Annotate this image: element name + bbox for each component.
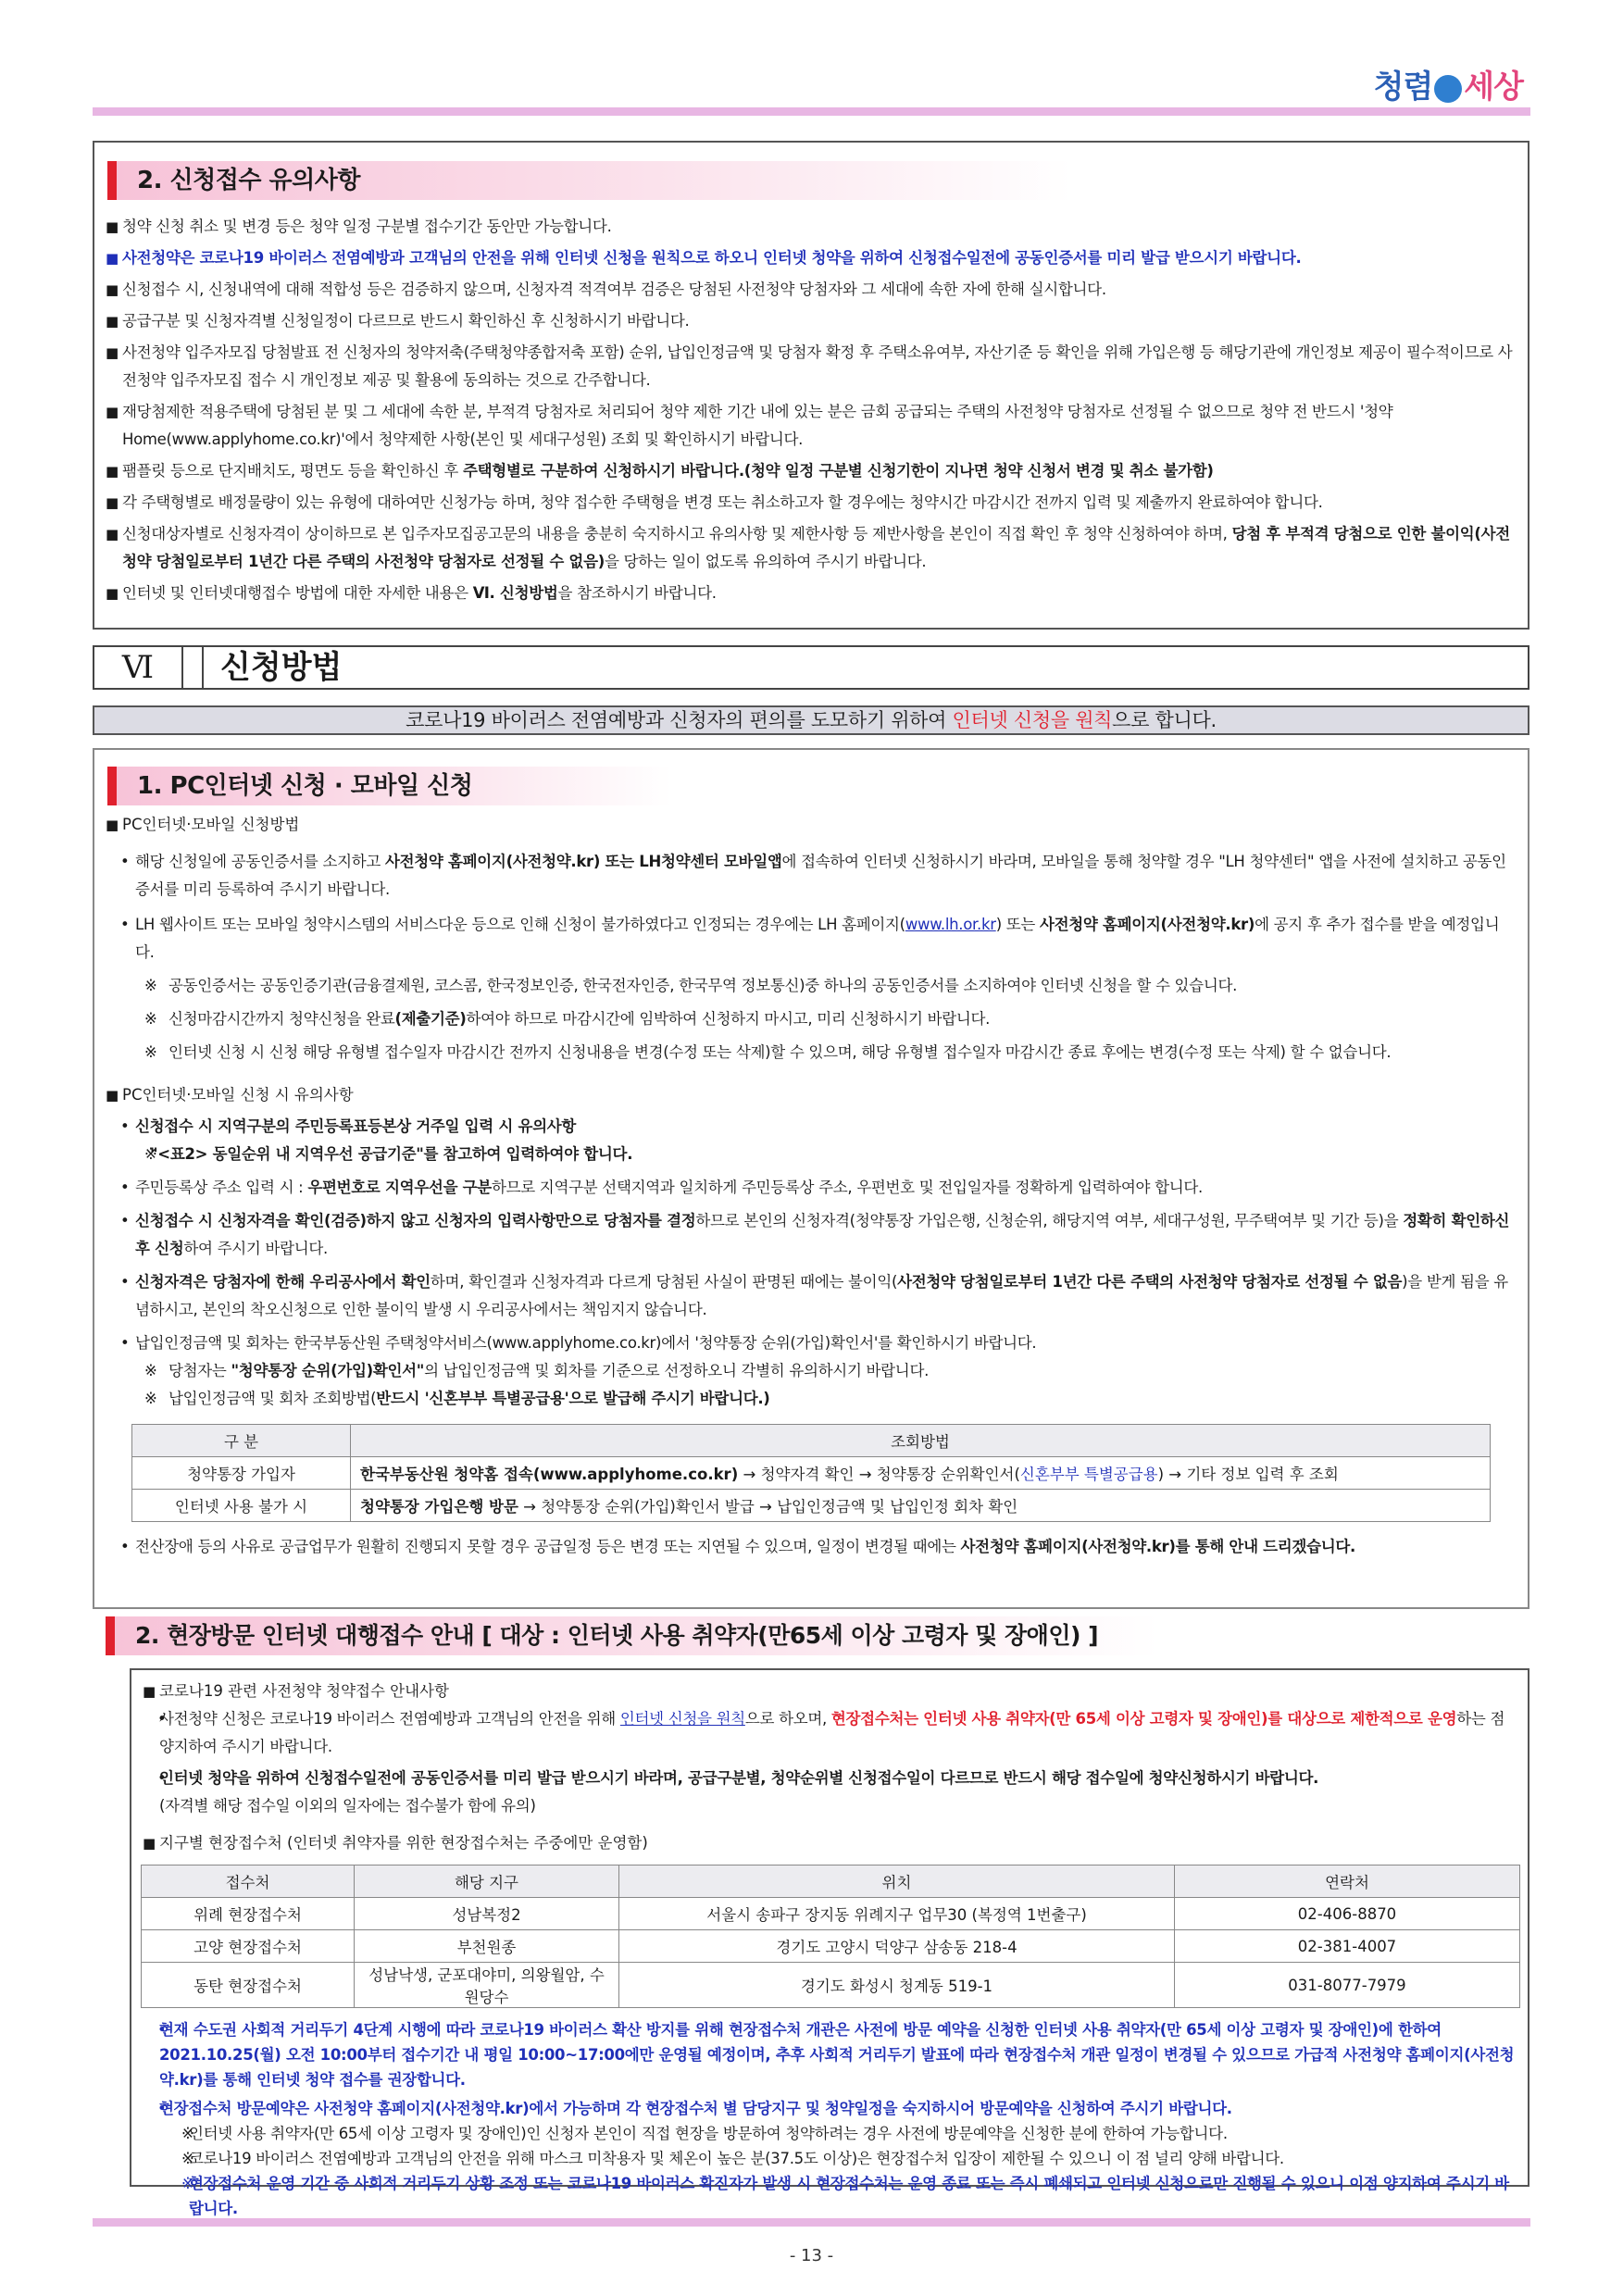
subheading: ■ PC인터넷·모바일 신청 시 유의사항 [94,1081,1528,1109]
subheading: ■ 지구별 현장접수처 (인터넷 취약자를 위한 현장접수처는 주중에만 운영함) [131,1829,1528,1857]
table-cell: 031-8077-7979 [1175,1963,1520,2008]
note: ※ 공동인증서는 공동인증기관(금융결제원, 코스콤, 한국정보인증, 한국전자인증, 한국무역 정보통신)중 하나의 공동인증서를 소지하여야 인터넷 신청을 할 수 있습니다. [94,972,1528,1000]
list-item: • 사전청약 신청은 코로나19 바이러스 전염예방과 고객님의 안전을 위해 인터넷 신청을 원칙으로 하오며, 현장접수처는 인터넷 사용 취약자(만 65세 이상 고령자 및 장애인)를 대상으로 제한적으로 운영하는 점 양지하여 주시기 바랍니다. [131,1705,1528,1761]
note: ※ 인터넷 사용 취약자(만 65세 이상 고령자 및 장애인)인 신청자 본인이 직접 현장을 방문하여 청약하려는 경우 사전에 방문예약을 신청한 분에 한하여 가능합니다. [131,2121,1528,2146]
list-item: ■ 청약 신청 취소 및 변경 등은 청약 일정 구분별 접수기간 동안만 가능합니다. [94,213,1528,241]
online-apply-box [93,748,1529,1609]
list-item: ■ 신청대상자별로 신청자격이 상이하므로 본 입주자모집공고문의 내용을 충분히 숙지하시고 유의사항 및 제한사항 등 제반사항을 본인이 직접 확인 후 청약 신청하여야 하며, 당첨 후 부적격 당첨으로 인한 불이익(사전청약 당첨일로부터 1년간 다른 주택의 사전청약 당첨자로 선정될 수 없음)을 당하는 일이 없도록 유의하여 주시기 바랍니다. [94,520,1528,576]
table-cell: 청약통장 가입은행 방문 → 청약통장 순위(가입)확인서 발급 → 납입인정금액 및 납입인정 회차 확인 [351,1490,1491,1522]
list-item: • 현장접수처 방문예약은 사전청약 홈페이지(사전청약.kr)에서 가능하며 각 현장접수처 별 담당지구 및 청약일정을 숙지하시어 방문예약을 신청하여 주시기 바랍니다. [131,2096,1528,2121]
table-header: 연락처 [1175,1866,1520,1898]
table-row [142,1963,1520,2008]
note: ※ 인터넷 신청 시 신청 해당 유형별 접수일자 마감시간 전까지 신청내용을 변경(수정 또는 삭제)할 수 있으며, 해당 유형별 접수일자 마감시간 종료 후에는 변경(수정 또는 삭제) 할 수 없습니다. [94,1039,1528,1067]
list-item: ■ 재당첨제한 적용주택에 당첨된 분 및 그 세대에 속한 분, 부적격 당첨자로 처리되어 청약 제한 기간 내에 있는 분은 금회 공급되는 주택의 사전청약 당첨자로 선정될 수 없으므로 청약 전 반드시 '청약Home(www.applyhome.co.kr)'에서 청약제한 사항(본인 및 세대구성원) 조회 및 확인하시기 바랍니다. [94,398,1528,454]
notice-banner: 코로나19 바이러스 전염예방과 신청자의 편의를 도모하기 위하여 인터넷 신청을 원칙으로 합니다. [93,705,1529,735]
notice-list [94,213,1528,607]
note: ※ 코로나19 바이러스 전염예방과 고객님의 안전을 위해 마스크 미착용자 및 체온이 높은 분(37.5도 이상)은 현장접수처 입장이 제한될 수 있으니 이 점 널리 양해 바랍니다. [131,2146,1528,2171]
table-cell: 경기도 고양시 덕양구 삼송동 218-4 [619,1930,1175,1963]
subheading: ■ PC인터넷·모바일 신청방법 [94,811,1528,839]
table-row [142,1930,1520,1963]
note: ※ "<표2> 동일순위 내 지역우선 공급기준"를 참고하여 입력하여야 합니다. [94,1141,1528,1168]
onsite-box [130,1668,1529,2217]
table-cell: 청약통장 가입자 [132,1457,351,1490]
logo [1374,61,1523,106]
onsite-table [141,1865,1520,2008]
section-heading: 2. 신청접수 유의사항 [107,161,1311,200]
section-number: Ⅵ [94,647,183,688]
table-cell: 한국부동산원 청약홈 접속(www.applyhome.co.kr) → 청약자격 확인 → 청약통장 순위확인서(신혼부부 특별공급용) → 기타 정보 입력 후 조회 [351,1457,1491,1490]
table-cell: 02-381-4007 [1175,1930,1520,1963]
page-title: 신청방법 [220,649,343,686]
onsite-heading-wrap [106,1616,1522,1655]
list-item: ■ 인터넷 및 인터넷대행접수 방법에 대한 자세한 내용은 Ⅵ. 신청방법을 참조하시기 바랍니다. [94,580,1528,607]
list-item: • LH 웹사이트 또는 모바일 청약시스템의 서비스다운 등으로 인해 신청이 불가하였다고 인정되는 경우에는 LH 홈페이지(www.lh.or.kr) 또는 사전청약 홈페이지(사전청약.kr)에 공지 후 추가 접수를 받을 예정입니다. [94,911,1528,967]
table-cell: 인터넷 사용 불가 시 [132,1490,351,1522]
top-divider [93,107,1530,116]
logo-text-2: 세상 [1464,69,1523,106]
list-item: ■ 신청접수 시, 신청내역에 대해 적합성 등은 검증하지 않으며, 신청자격 적격여부 검증은 당첨된 사전청약 당첨자와 그 세대에 속한 자에 한해 실시합니다. [94,276,1528,304]
bottom-divider [93,2218,1530,2227]
table-cell: 부천원종 [355,1930,619,1963]
table-header: 접수처 [142,1866,355,1898]
list-item: • 주민등록상 주소 입력 시 : 우편번호로 지역우선을 구분하므로 지역구분 선택지역과 일치하게 주민등록상 주소, 우편번호 및 전입일자를 정확하게 입력하여야 합니다. [94,1174,1528,1202]
list-item: • 현재 수도권 사회적 거리두기 4단계 시행에 따라 코로나19 바이러스 확산 방지를 위해 현장접수처 개관은 사전에 방문 예약을 신청한 인터넷 사용 취약자(만 65세 이상 고령자 및 장애인)에 한하여 2021.10.25(월) 오전 10:00부터 접수기간 내 평일 10:00~17:00에만 운영될 예정이며, 추후 사회적 거리두기 발표에 따라 현장접수처 개관 일정이 변경될 수 있으므로 가급적 사전청약 홈페이지(사전청약.kr)를 통해 인터넷 청약 접수를 권장합니다. [131,2017,1528,2092]
table-row [132,1457,1491,1490]
table-cell: 성남낙생, 군포대야미, 의왕월암, 수원당수 [355,1963,619,2008]
table-cell: 고양 현장접수처 [142,1930,355,1963]
section-title [93,645,1529,690]
section-heading: 2. 현장방문 인터넷 대행접수 안내 [ 대상 : 인터넷 사용 취약자(만65세 이상 고령자 및 장애인) ] [106,1616,1420,1655]
lookup-table [131,1424,1491,1522]
list-item: ■ 사전청약은 코로나19 바이러스 전염예방과 고객님의 안전을 위해 인터넷 신청을 원칙으로 하오니 인터넷 청약을 위하여 신청접수일전에 공동인증서를 미리 발급 받으시기 바랍니다. [94,244,1528,272]
list-item: • 신청접수 시 지역구분의 주민등록표등본상 거주일 입력 시 유의사항 [94,1113,1528,1141]
table-cell: 02-406-8870 [1175,1898,1520,1930]
section-heading: 1. PC인터넷 신청 · 모바일 신청 [107,767,811,805]
list-item: ■ 팸플릿 등으로 단지배치도, 평면도 등을 확인하신 후 주택형별로 구분하여 신청하시기 바랍니다.(청약 일정 구분별 신청기한이 지나면 청약 신청서 변경 및 취소 불가함) [94,457,1528,485]
table-cell: 위례 현장접수처 [142,1898,355,1930]
page-number: - 13 - [789,2246,834,2265]
lh-link[interactable]: www.lh.or.kr [905,916,996,933]
table-cell: 서울시 송파구 장지동 위례지구 업무30 (복정역 1번출구) [619,1898,1175,1930]
table-cell: 동탄 현장접수처 [142,1963,355,2008]
list-item: ■ 공급구분 및 신청자격별 신청일정이 다르므로 반드시 확인하신 후 신청하시기 바랍니다. [94,307,1528,335]
table-cell: 경기도 화성시 청계동 519-1 [619,1963,1175,2008]
list-item: • 전산장애 등의 사유로 공급업무가 원활히 진행되지 못할 경우 공급일정 등은 변경 또는 지연될 수 있으며, 일정이 변경될 때에는 사전청약 홈페이지(사전청약.kr)를 통해 안내 드리겠습니다. [94,1533,1528,1561]
list-item: • 납입인정금액 및 회차는 한국부동산원 주택청약서비스(www.applyhome.co.kr)에서 '청약통장 순위(가입)확인서'를 확인하시기 바랍니다. [94,1329,1528,1357]
list-item: • 인터넷 청약을 위하여 신청접수일전에 공동인증서를 미리 발급 받으시기 바라며, 공급구분별, 청약순위별 신청접수일이 다르므로 반드시 해당 접수일에 청약신청하시기 바랍니다. (자격별 해당 접수일 이외의 일자에는 접수불가 함에 유의) [131,1765,1528,1820]
logo-emblem-icon [1434,75,1462,103]
note: ※ 현장접수처 운영 기간 중 사회적 거리두기 상황 조정 또는 코로나19 바이러스 확진자가 발생 시 현장접수처는 운영 종료 또는 즉시 폐쇄되고 인터넷 신청으로만 진행될 수 있으니 이점 양지하여 주시기 바랍니다. [131,2171,1528,2221]
list-item: ■ 사전청약 입주자모집 당첨발표 전 신청자의 청약저축(주택청약종합저축 포함) 순위, 납입인정금액 및 당첨자 확정 후 주택소유여부, 자산기준 등 확인을 위해 가입은행 등 해당기관에 개인정보 제공이 필수적이므로 사전청약 입주자모집 접수 시 개인정보 제공 및 활용에 동의하는 것으로 간주합니다. [94,339,1528,394]
table-row [132,1490,1491,1522]
table-header: 해당 지구 [355,1866,619,1898]
table-header: 구 분 [132,1425,351,1457]
table-row [142,1898,1520,1930]
table-header: 조회방법 [351,1425,1491,1457]
list-item: • 신청접수 시 신청자격을 확인(검증)하지 않고 신청자의 입력사항만으로 당첨자를 결정하므로 본인의 신청자격(청약통장 가입은행, 신청순위, 해당지역 여부, 세대구성원, 무주택여부 및 기간 등)을 정확히 확인하신 후 신청하여 주시기 바랍니다. [94,1207,1528,1263]
table-cell: 성남복정2 [355,1898,619,1930]
note: ※ 신청마감시간까지 청약신청을 완료(제출기준)하여야 하므로 마감시간에 임박하여 신청하지 마시고, 미리 신청하시기 바랍니다. [94,1005,1528,1033]
logo-text-1: 청렴 [1373,69,1433,106]
table-header-row [142,1866,1520,1898]
subheading: ■ 코로나19 관련 사전청약 청약접수 안내사항 [131,1678,1528,1705]
note: ※ 납입인정금액 및 회차 조회방법(반드시 '신혼부부 특별공급용'으로 발급해 주시기 바랍니다.) [94,1385,1528,1413]
list-item: • 해당 신청일에 공동인증서를 소지하고 사전청약 홈페이지(사전청약.kr) 또는 LH청약센터 모바일앱에 접속하여 인터넷 신청하시기 바라며, 모바일을 통해 청약할 경우 "LH 청약센터" 앱을 사전에 설치하고 공동인증서를 미리 등록하여 주시기 바랍니다. [94,848,1528,904]
note: ※ 당첨자는 "청약통장 순위(가입)확인서"의 납입인정금액 및 회차를 기준으로 선정하오니 각별히 유의하시기 바랍니다. [94,1357,1528,1385]
list-item: ■ 각 주택형별로 배정물량이 있는 유형에 대하여만 신청가능 하며, 청약 접수한 주택형을 변경 또는 취소하고자 할 경우에는 청약시간 마감시간 전까지 입력 및 제출까지 완료하여야 합니다. [94,489,1528,517]
list-item: • 신청자격은 당첨자에 한해 우리공사에서 확인하며, 확인결과 신청자격과 다르게 당첨된 사실이 판명된 때에는 불이익(사전청약 당첨일로부터 1년간 다른 주택의 사전청약 당첨자로 선정될 수 없음)을 받게 됨을 유념하시고, 본인의 착오신청으로 인한 불이익 발생 시 우리공사에서는 책임지지 않습니다. [94,1268,1528,1324]
table-header-row [132,1425,1491,1457]
table-header: 위치 [619,1866,1175,1898]
notice-box [93,141,1529,630]
